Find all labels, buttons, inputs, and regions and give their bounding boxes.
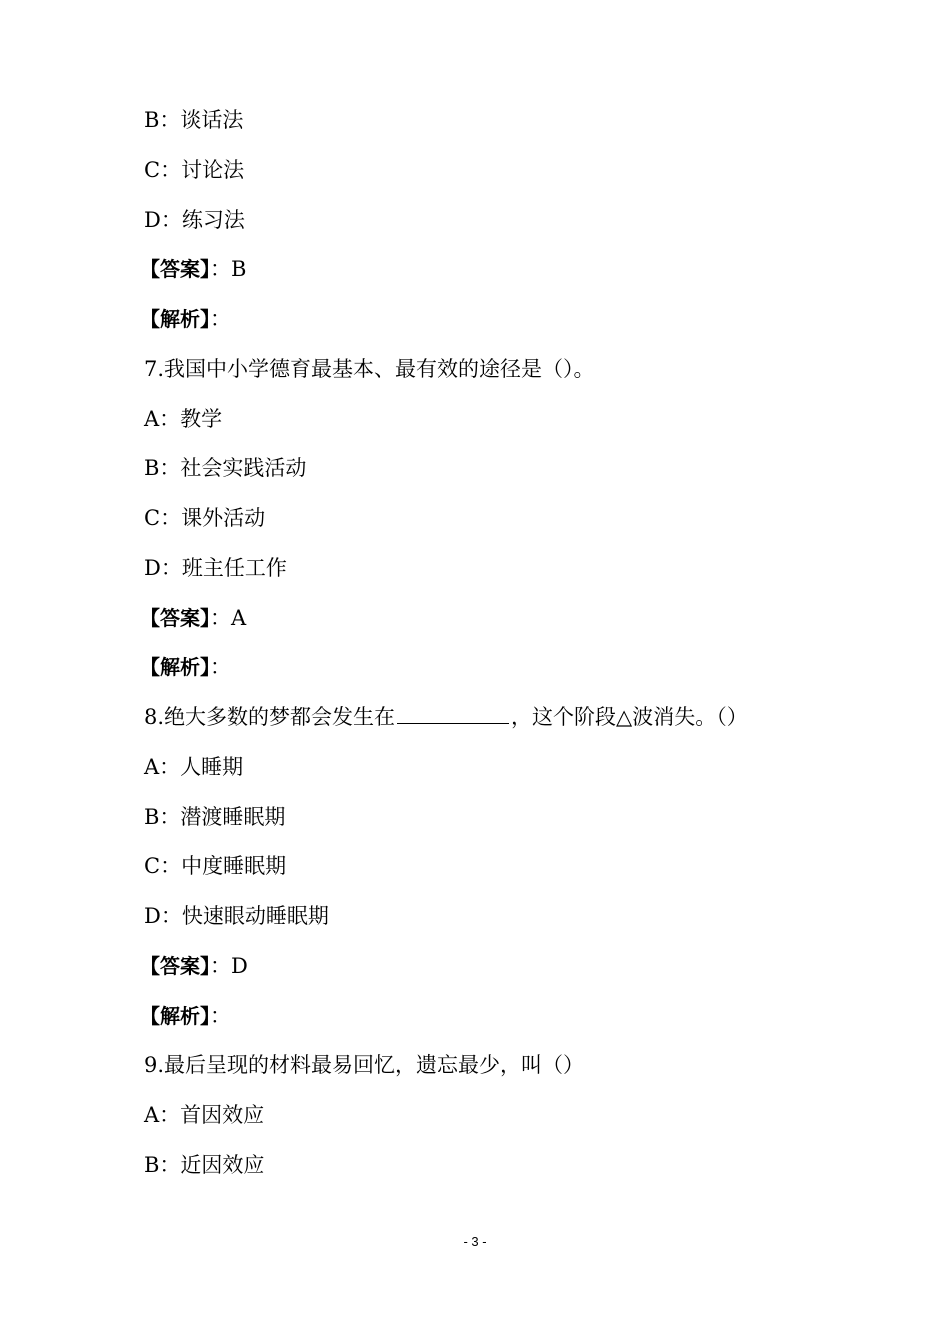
answer-label: 【答案】 [140, 257, 210, 282]
option-line: B：潜渡睡眠期 [144, 804, 286, 829]
option-line: C：课外活动 [144, 506, 266, 530]
analysis-label: 【解析】 [140, 1003, 210, 1028]
answer-line [140, 251, 824, 301]
analysis-label: 【解析】 [140, 307, 210, 331]
answer-value: ：A [210, 605, 247, 630]
question-text-after: ，这个阶段△波消失。（） [511, 705, 748, 729]
question-line [144, 699, 824, 749]
analysis-line [140, 649, 824, 699]
option-line: B：社会实践活动 [144, 456, 307, 481]
question-text-before: 8.绝大多数的梦都会发生在 [144, 705, 396, 729]
option-line: B：近因效应 [144, 1152, 265, 1177]
analysis-value: ： [210, 655, 231, 680]
answer-value: ：B [210, 257, 247, 282]
answer-label: 【答案】 [140, 953, 210, 978]
analysis-value: ： [210, 1003, 231, 1028]
answer-line [140, 948, 824, 998]
analysis-line [140, 998, 824, 1048]
option-line: D：班主任工作 [144, 555, 287, 580]
answer-label: 【答案】 [140, 605, 210, 630]
option-line: C：中度睡眠期 [144, 854, 287, 879]
analysis-value: ： [210, 307, 231, 331]
answer-line [140, 600, 824, 650]
document-body [140, 102, 824, 1197]
option-line: D：练习法 [144, 207, 245, 232]
question-line: 9.最后呈现的材料最易回忆，遗忘最少，叫（） [144, 1053, 585, 1078]
analysis-label: 【解析】 [140, 655, 210, 680]
question-line: 7.我国中小学德育最基本、最有效的途径是（）。 [144, 356, 595, 381]
option-line: B：谈话法 [144, 108, 244, 132]
fill-blank [397, 701, 509, 724]
option-line: A：人睡期 [144, 754, 244, 779]
option-line: D：快速眼动睡眠期 [144, 904, 329, 928]
page-number: - 3 - [463, 1234, 487, 1249]
analysis-line [140, 301, 824, 351]
answer-value: ：D [210, 953, 248, 978]
option-line: A：首因效应 [144, 1103, 265, 1127]
option-line: A：教学 [144, 406, 223, 431]
option-line: C：讨论法 [144, 157, 245, 182]
